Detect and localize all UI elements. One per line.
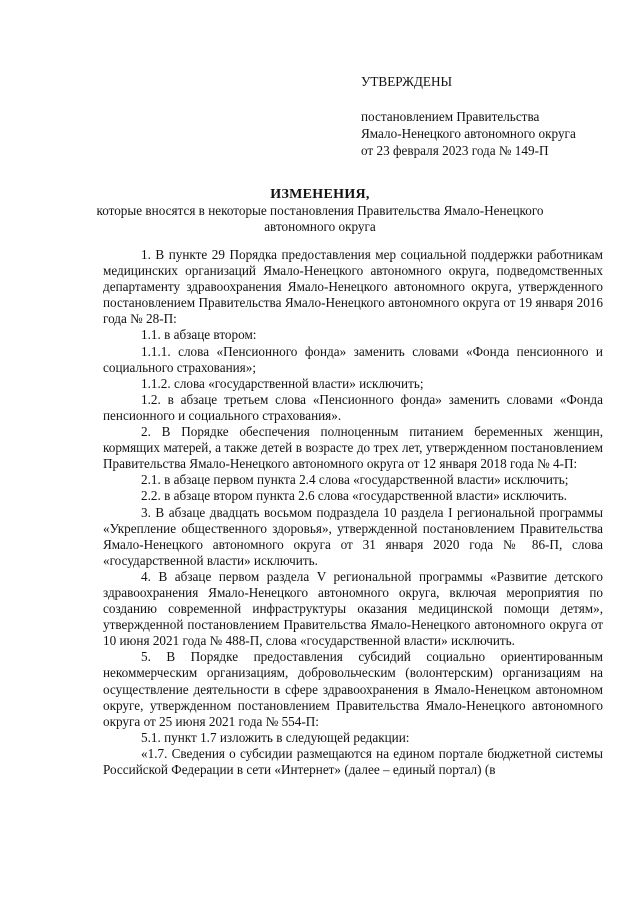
paragraph-2-2: 2.2. в абзаце втором пункта 2.6 слова «государственной власти» исключить. <box>141 488 568 504</box>
paragraph-1-1: 1.1. в абзаце втором: <box>141 327 257 343</box>
paragraph-1: 1. В пункте 29 Порядка предоставления мер социальной поддержки работникам медицинских организаций Ямало-Ненецкого автономного округа, подведомственных департаменту здравоохранения Ямало-Ненецкого автономного округа, утвержденного постановлением Правительства Ямало-Ненецкого автономного округа от 19 января 2016 года № 28-П: <box>103 247 603 327</box>
document-body <box>103 247 603 778</box>
approval-block <box>361 73 576 159</box>
title-subtitle-line: которые вносятся в некоторые постановления Правительства Ямало-Ненецкого <box>96 203 544 218</box>
paragraph-1-7-quote: «1.7. Сведения о субсидии размещаются на едином портале бюджетной системы Российской Федерации в сети «Интернет» (далее – единый портал) (в <box>103 745 603 777</box>
approval-line: постановлением Правительства <box>361 109 540 124</box>
paragraph-5-1: 5.1. пункт 1.7 изложить в следующей редакции: <box>141 729 410 745</box>
paragraph-1-1-1: 1.1.1. слова «Пенсионного фонда» заменить словами «Фонда пенсионного и социального страхования»; <box>103 343 603 375</box>
approval-line: от 23 февраля 2023 года № 149-П <box>361 143 549 158</box>
approval-heading: УТВЕРЖДЕНЫ <box>361 74 453 89</box>
paragraph-2: 2. В Порядке обеспечения полноценным питанием беременных женщин, кормящих матерей, а также детей в возрасте до трех лет, утвержденном постановлением Правительства Ямало-Ненецкого автономного округа от 12 января 2018 года № 4-П: <box>103 424 603 472</box>
paragraph-3: 3. В абзаце двадцать восьмом подраздела 10 раздела I региональной программы «Укрепление общественного здоровья», утвержденной постановлением Правительства Ямало-Ненецкого автономного округа от 31 января 2020 года № 86-П, слова «государственной власти» исключить. <box>103 504 603 568</box>
title-subtitle-line: автономного округа <box>264 219 376 234</box>
page-mark:   <box>20 8 27 17</box>
paragraph-5: 5. В Порядке предоставления субсидий социально ориентированным некоммерческим организациям, добровольческим (волонтерским) организациям на осуществление деятельности в сфере здравоохранения в Ямало-Ненецком автономном округе, утвержденном постановлением Правительства Ямало-Ненецкого автономного округа от 25 июня 2021 года № 554-П: <box>103 649 603 729</box>
paragraph-4: 4. В абзаце первом раздела V региональной программы «Развитие детского здравоохранения Ямало-Ненецкого автономного округа, включая мероприятия по созданию современной инфраструктуры оказания медицинской помощи детям», утвержденной постановлением Правительства Ямало-Ненецкого автономного округа от 10 июня 2021 года № 488-П, слова «государственной власти» исключить. <box>103 568 603 649</box>
paragraph-2-1: 2.1. в абзаце первом пункта 2.4 слова «государственной власти» исключить; <box>141 472 569 488</box>
document-title <box>0 186 640 235</box>
paragraph-1-2: 1.2. в абзаце третьем слова «Пенсионного фонда» заменить словами «Фонда пенсионного и социального страхования». <box>103 391 603 423</box>
title-main: ИЗМЕНЕНИЯ, <box>270 187 370 202</box>
paragraph-1-1-2: 1.1.2. слова «государственной власти» исключить; <box>141 375 424 391</box>
approval-line: Ямало-Ненецкого автономного округа <box>361 126 576 141</box>
